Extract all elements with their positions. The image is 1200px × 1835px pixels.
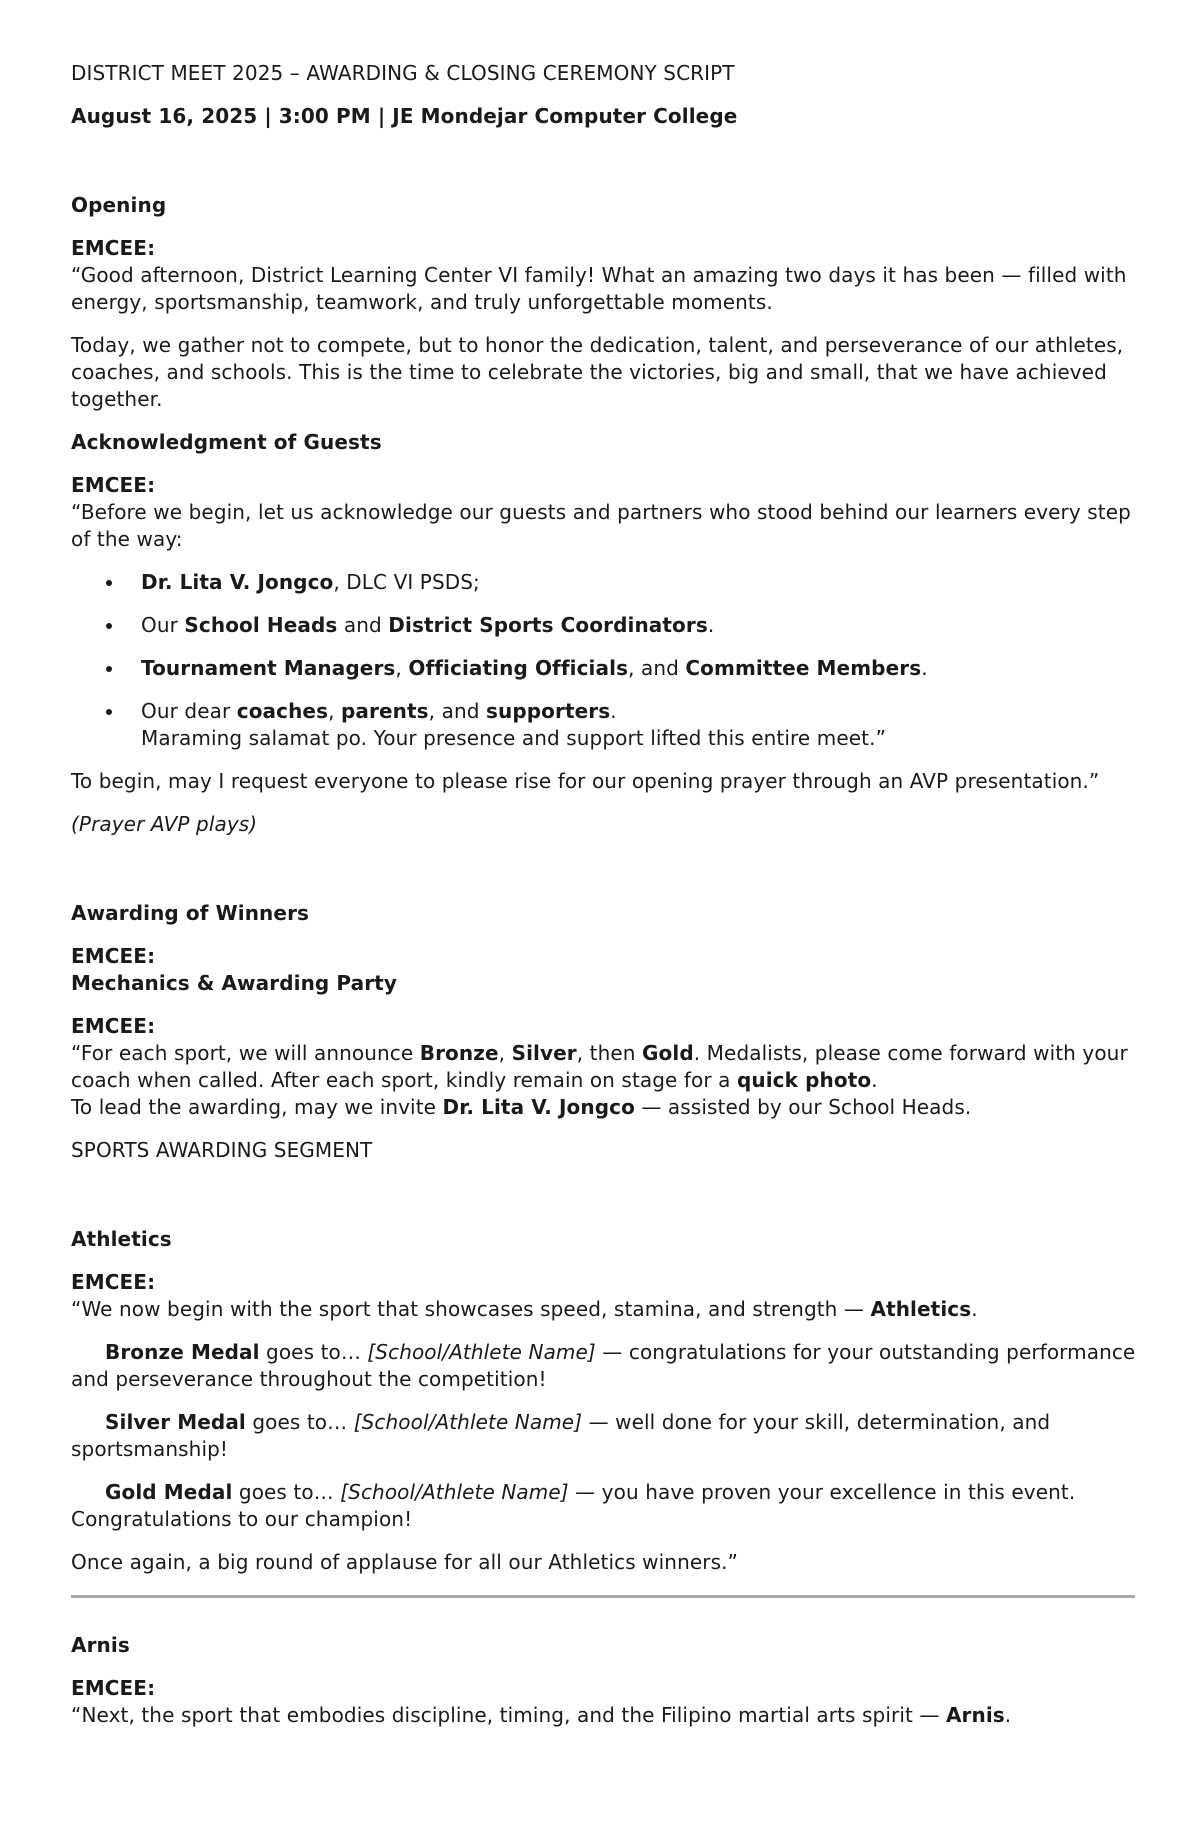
awarding-mechanics-text: “For each sport, we will announce Bronze, Silver, then Gold. Medalists, please come forward with your coach when called. After each sport, kindly remain on stage for a quick photo. — [71, 1041, 1128, 1092]
arnis-speaker: EMCEE: — [71, 1676, 156, 1700]
awarding-heading: Awarding of Winners — [71, 901, 310, 925]
athletics-speaker: EMCEE: — [71, 1270, 156, 1294]
segment-heading: SPORTS AWARDING SEGMENT — [71, 1138, 373, 1162]
opening-heading: Opening — [71, 193, 167, 217]
mechanics-heading: Mechanics & Awarding Party — [71, 971, 397, 995]
athletics-silver: Silver Medal goes to… [School/Athlete Name] — well done for your skill, determination, and sportsmanship! — [71, 1410, 1051, 1461]
acknowledgment-speaker: EMCEE: — [71, 473, 156, 497]
athletics-closing: Once again, a big round of applause for all our Athletics winners.” — [71, 1550, 739, 1574]
prayer-request: To begin, may I request everyone to please rise for our opening prayer through an AVP presentation.” — [71, 769, 1100, 793]
thanks-line: Maraming salamat po. Your presence and support lifted this entire meet.” — [141, 726, 887, 750]
arnis-heading: Arnis — [71, 1633, 130, 1657]
athletics-intro: “We now begin with the sport that showcases speed, stamina, and strength — Athletics. — [71, 1297, 978, 1321]
guest-name: Dr. Lita V. Jongco — [141, 570, 334, 594]
awarding-speaker-2: EMCEE: — [71, 1014, 156, 1038]
guest-list — [71, 569, 1141, 752]
opening-line-1: “Good afternoon, District Learning Center VI family! What an amazing two days it has been — filled with energy, sportsmanship, teamwork, and truly unforgettable moments. — [71, 263, 1127, 314]
athletics-heading: Athletics — [71, 1227, 172, 1251]
document-title: DISTRICT MEET 2025 – AWARDING & CLOSING CEREMONY SCRIPT — [71, 61, 735, 85]
arnis-intro: “Next, the sport that embodies discipline, timing, and the Filipino martial arts spirit — Arnis. — [71, 1703, 1012, 1727]
acknowledgment-intro: “Before we begin, let us acknowledge our guests and partners who stood behind our learners every step of the way: — [71, 500, 1131, 551]
prayer-note: (Prayer AVP plays) — [71, 812, 258, 836]
acknowledgment-heading: Acknowledgment of Guests — [71, 430, 382, 454]
awarding-speaker-1: EMCEE: — [71, 944, 156, 968]
athletics-gold: Gold Medal goes to… [School/Athlete Name] — you have proven your excellence in this event. Congratulations to our champion! — [71, 1480, 1076, 1531]
guest-item-psds: Dr. Lita V. Jongco, DLC VI PSDS; — [71, 569, 1141, 596]
document-page — [71, 60, 1141, 1729]
athletics-bronze: Bronze Medal goes to… [School/Athlete Name] — congratulations for your outstanding performance and perseverance throughout the competition! — [71, 1340, 1136, 1391]
guest-item-school-heads: Our School Heads and District Sports Coordinators. — [71, 612, 1141, 639]
guest-item-officials: Tournament Managers, Officiating Officials, and Committee Members. — [71, 655, 1141, 682]
opening-speaker: EMCEE: — [71, 236, 156, 260]
document-subtitle: August 16, 2025 | 3:00 PM | JE Mondejar Computer College — [71, 104, 738, 128]
section-divider — [71, 1595, 1135, 1598]
opening-line-2: Today, we gather not to compete, but to honor the dedication, talent, and perseverance of our athletes, coaches, and schools. This is the time to celebrate the victories, big and small, that we have achieved together. — [71, 333, 1124, 411]
awarding-lead-text: To lead the awarding, may we invite Dr. Lita V. Jongco — assisted by our School Heads. — [71, 1095, 972, 1119]
guest-item-supporters: Our dear coaches, parents, and supporters. Maraming salamat po. Your presence and support lifted this entire meet.” — [71, 698, 1141, 752]
